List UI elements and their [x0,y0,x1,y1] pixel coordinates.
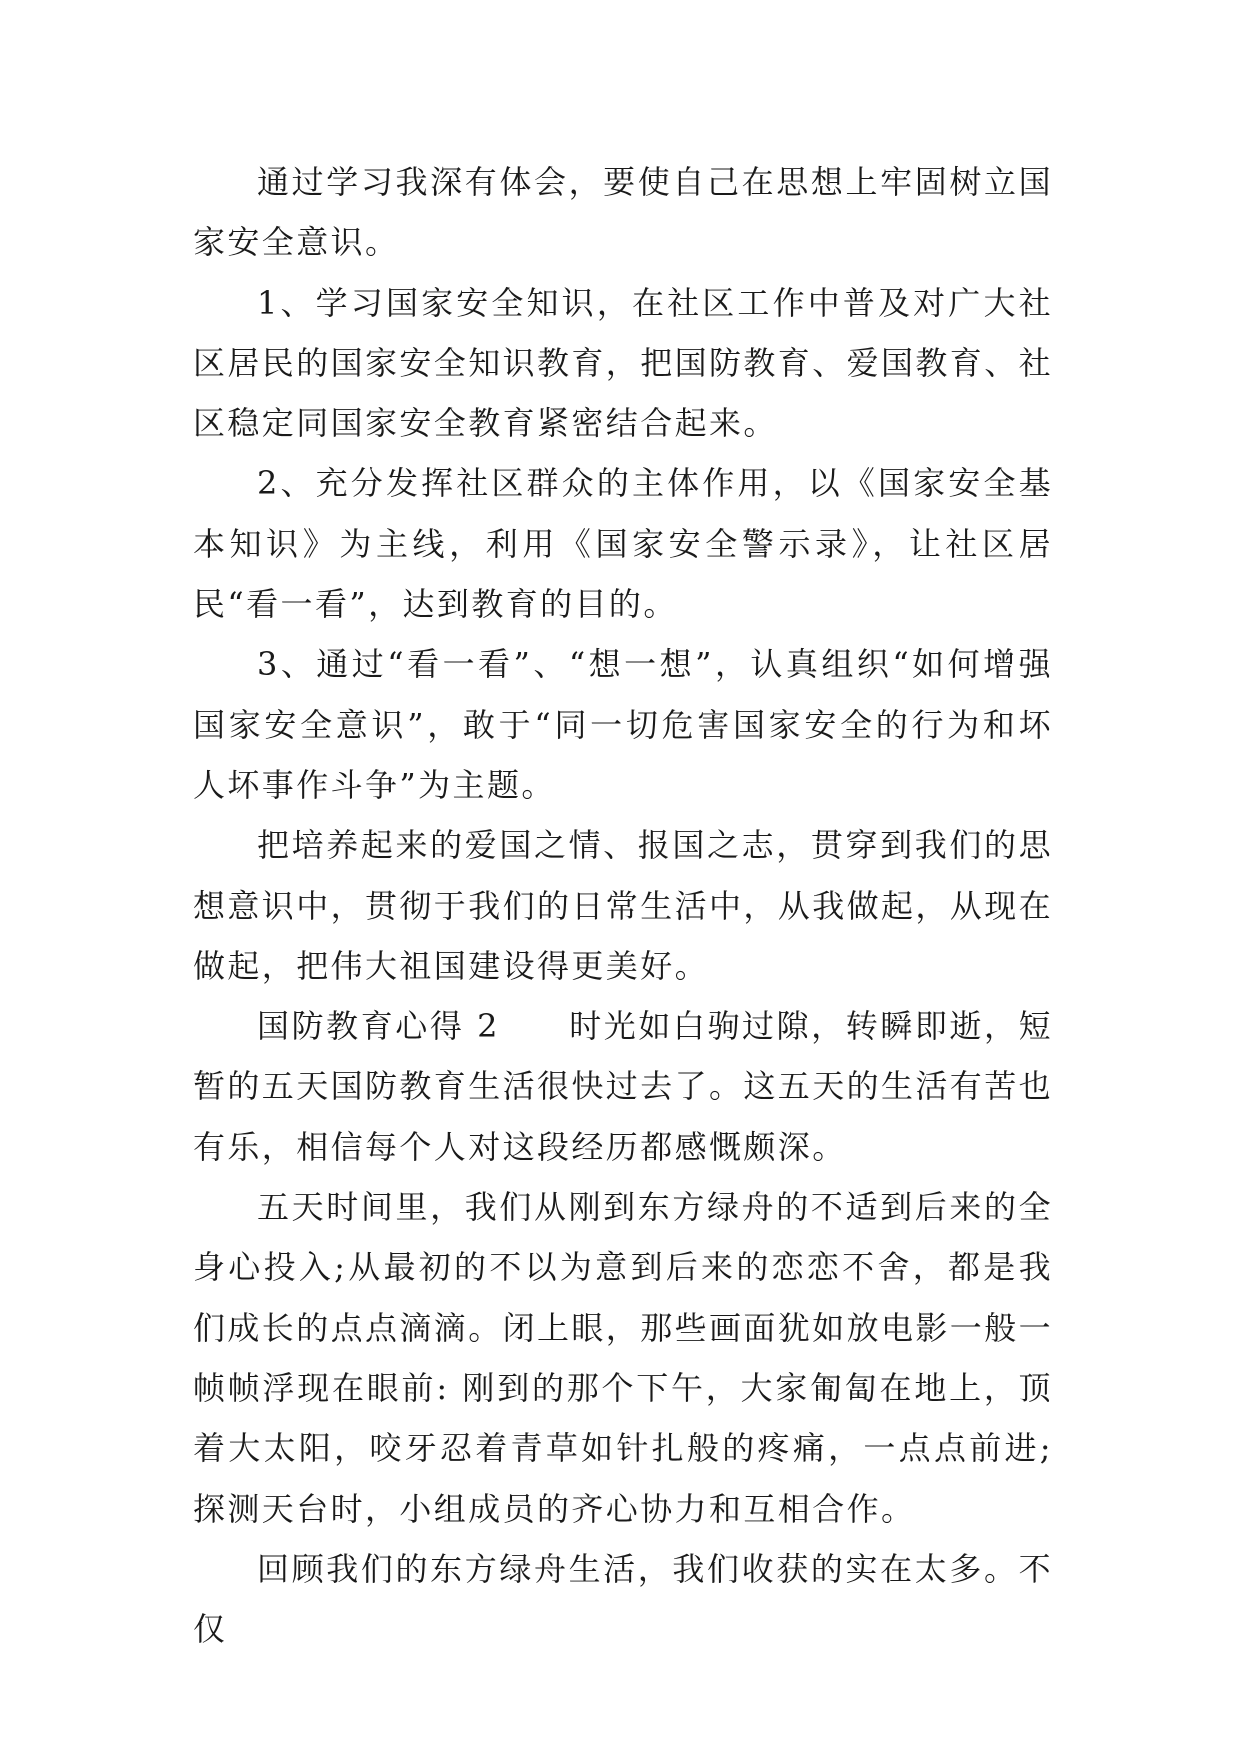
paragraph: 3、通过“看一看”、“想一想”，认真组织“如何增强国家安全意识”，敢于“同一切危害国家安全的行为和坏人坏事作斗争”为主题。 [193,645,1053,804]
paragraph: 1、学习国家安全知识，在社区工作中普及对广大社区居民的国家安全知识教育，把国防教育、爱国教育、社区稳定同国家安全教育紧密结合起来。 [193,283,1054,443]
paragraph: 回顾我们的东方绿舟生活，我们收获的实在太多。不仅 [193,1549,1053,1649]
paragraph: 把培养起来的爱国之情、报国之志，贯穿到我们的思想意识中，贯彻于我们的日常生活中，从我做起，从现在做起，把伟大祖国建设得更美好。 [193,826,1054,985]
paragraph: 2、充分发挥社区群众的主体作用，以《国家安全基本知识》为主线，利用《国家安全警示录》，让社区居民“看一看”，达到教育的目的。 [193,464,1053,624]
document-body [193,152,1053,1659]
paragraph: 通过学习我深有体会，要使自己在思想上牢固树立国家安全意识。 [193,163,1053,262]
paragraph: 国防教育心得 2 时光如白驹过隙，转瞬即逝，短暂的五天国防教育生活很快过去了。这五天的生活有苦也有乐，相信每个人对这段经历都感慨颇深。 [193,1007,1054,1166]
paragraph: 五天时间里，我们从刚到东方绿舟的不适到后来的全身心投入;从最初的不以为意到后来的恋恋不舍，都是我们成长的点点滴滴。闭上眼，那些画面犹如放电影一般一帧帧浮现在眼前: 刚到的那个下午，大家匍匐在地上，顶着大太阳，咬牙忍着青草如针扎般的疼痛，一点点前进;探测天台时，小组成员的齐心协力和互相合作。 [193,1188,1054,1528]
